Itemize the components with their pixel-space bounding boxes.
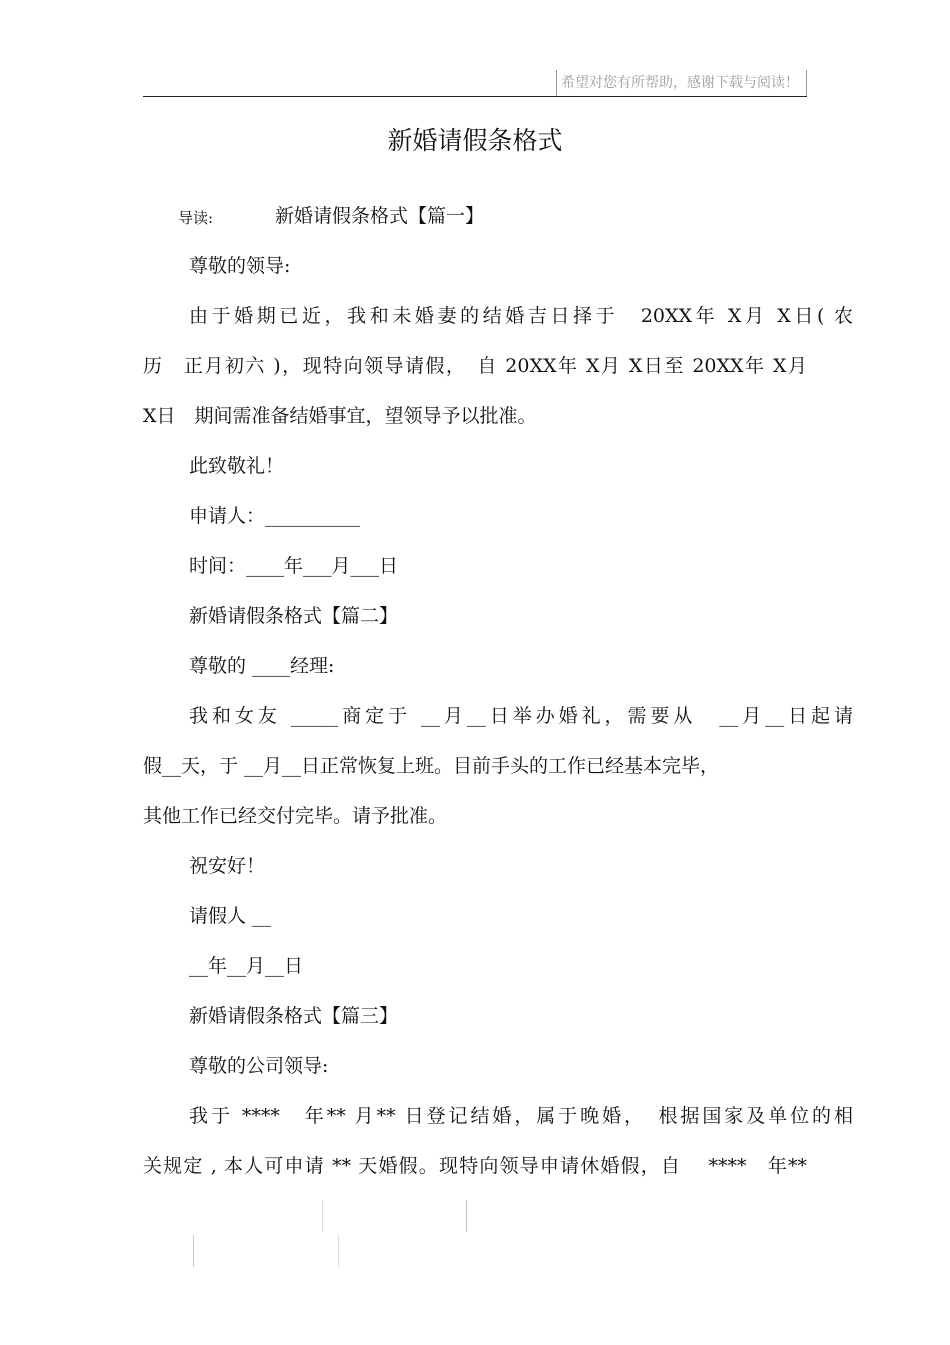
scan-fragment: [466, 1200, 467, 1232]
guide-label: 导读:: [178, 209, 214, 227]
section2-date: __年__月__日: [189, 955, 304, 977]
section1-time: 时间：____年___月___日: [189, 555, 399, 577]
header-note: 希望对您有所帮助，感谢下载与阅读！: [556, 70, 807, 96]
section2-body-line-1: 我和女友 _____商定于 __月__日举办婚礼，需要从 __月__日起请: [189, 705, 853, 727]
header-rule: [143, 96, 807, 97]
section2-body-line-2: 假__天，于 __月__日正常恢复上班。目前手头的工作已经基本完毕，: [143, 755, 720, 777]
section3-heading: 新婚请假条格式【篇三】: [189, 1005, 399, 1027]
section3-body-line-1: 我于 **** 年** 月** 日登记结婚，属于晚婚， 根据国家及单位的相: [189, 1105, 853, 1127]
scan-fragment: [338, 1235, 339, 1267]
section1-body-line-3: X日 期间需准备结婚事宜，望领导予以批准。: [143, 405, 537, 427]
section1-applicant: 申请人：__________: [189, 505, 361, 527]
section1-closing: 此致敬礼！: [189, 455, 285, 477]
section2-heading: 新婚请假条格式【篇二】: [189, 605, 399, 627]
section2-body-line-3: 其他工作已经交付完毕。请予批准。: [143, 805, 448, 827]
section2-applicant: 请假人 __: [189, 905, 272, 927]
section2-closing: 祝安好！: [189, 855, 266, 877]
scan-fragment: [322, 1200, 323, 1232]
scan-fragment: [193, 1235, 194, 1267]
section1-body-line-2: 历 正月初六 )，现特向领导请假， 自 20XX年 X月 X日至 20XX年 X月: [143, 355, 807, 377]
section1-body-line-1: 由于婚期已近，我和未婚妻的结婚吉日择于 20XX年 X月 X日( 农: [189, 305, 853, 327]
section1-salutation: 尊敬的领导:: [189, 255, 291, 277]
document-title: 新婚请假条格式: [387, 126, 563, 155]
guide-text: 新婚请假条格式【篇一】: [275, 205, 485, 227]
section2-salutation: 尊敬的 ____经理:: [189, 655, 335, 677]
section3-body-line-2: 关规定 , 本人可申请 ** 天婚假。现特向领导申请休婚假，自 **** 年**: [143, 1155, 807, 1177]
section3-salutation: 尊敬的公司领导:: [189, 1055, 329, 1077]
